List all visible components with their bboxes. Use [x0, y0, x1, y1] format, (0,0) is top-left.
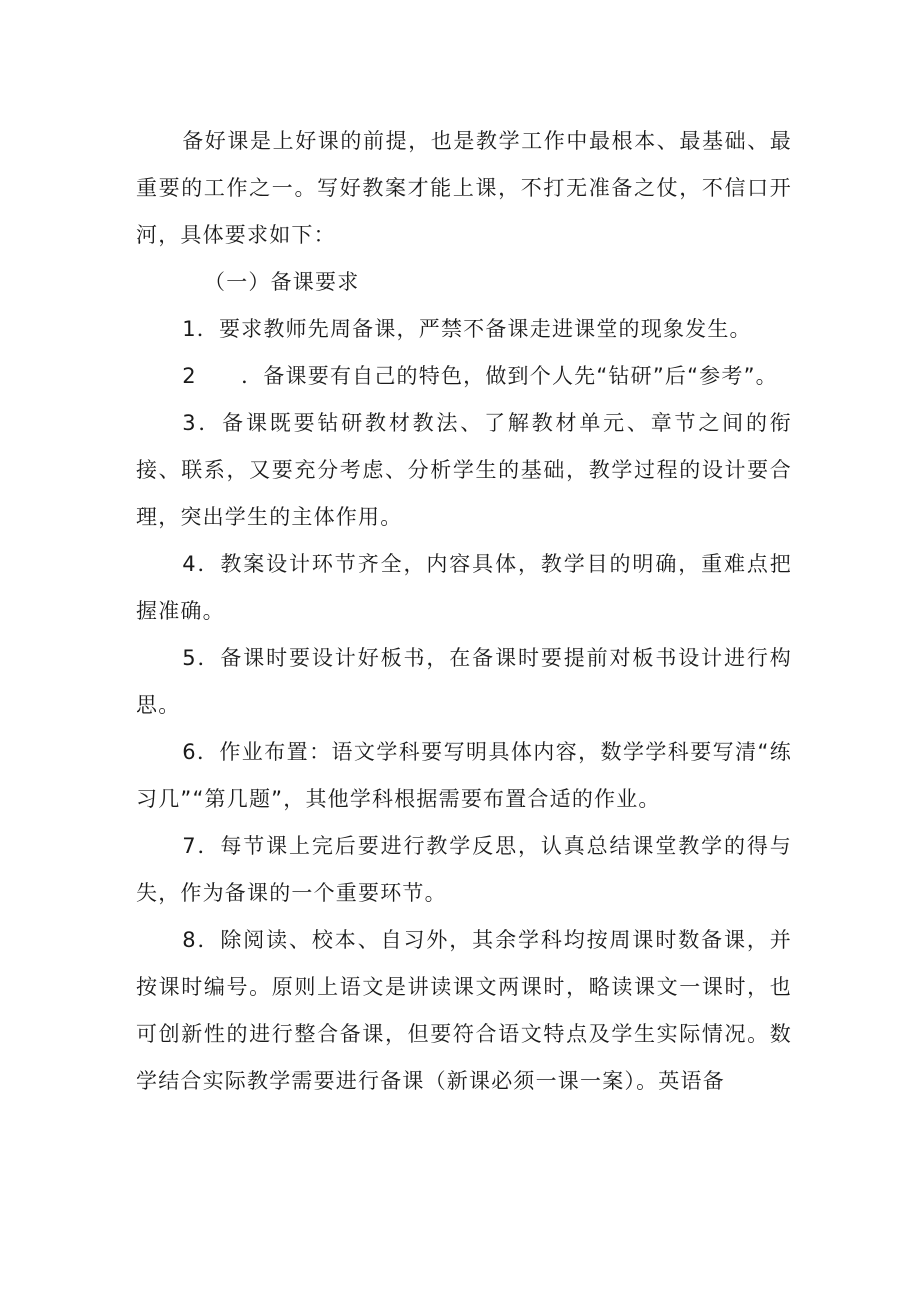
requirement-item-4: 4．教案设计环节齐全，内容具体，教学目的明确，重难点把握准确。: [136, 552, 792, 623]
requirement-item-8: 8．除阅读、校本、自习外，其余学科均按周课时数备课，并按课时编号。原则上语文是讲读课文两课时，略读课文一课时，也可创新性的进行整合备课，但要符合语文特点及学生实际情况。数学结合实际教学需要进行备课（新课必须一课一案）。英语备: [136, 928, 792, 1093]
section-heading: （一）备课要求: [204, 270, 360, 294]
requirement-item-5: 5．备课时要设计好板书，在备课时要提前对板书设计进行构思。: [136, 646, 792, 717]
document-body: [136, 118, 792, 1105]
requirement-item-1: 1．要求教师先周备课，严禁不备课走进课堂的现象发生。: [182, 317, 752, 341]
requirement-item-3: 3．备课既要钻研教材教法、了解教材单元、章节之间的衔接、联系，又要充分考虑、分析学生的基础，教学过程的设计要合理，突出学生的主体作用。: [136, 411, 792, 529]
requirement-item-2: 2 ．备课要有自己的特色，做到个人先“钻研”后“参考”。: [182, 364, 778, 388]
requirement-item-7: 7．每节课上完后要进行教学反思，认真总结课堂教学的得与失，作为备课的一个重要环节。: [136, 834, 792, 905]
intro-paragraph: 备好课是上好课的前提，也是教学工作中最根本、最基础、最重要的工作之一。写好教案才能上课，不打无准备之仗，不信口开河，具体要求如下：: [136, 129, 792, 247]
requirement-item-6: 6．作业布置：语文学科要写明具体内容，数学学科要写清“练习几”“第几题”，其他学科根据需要布置合适的作业。: [136, 740, 792, 811]
